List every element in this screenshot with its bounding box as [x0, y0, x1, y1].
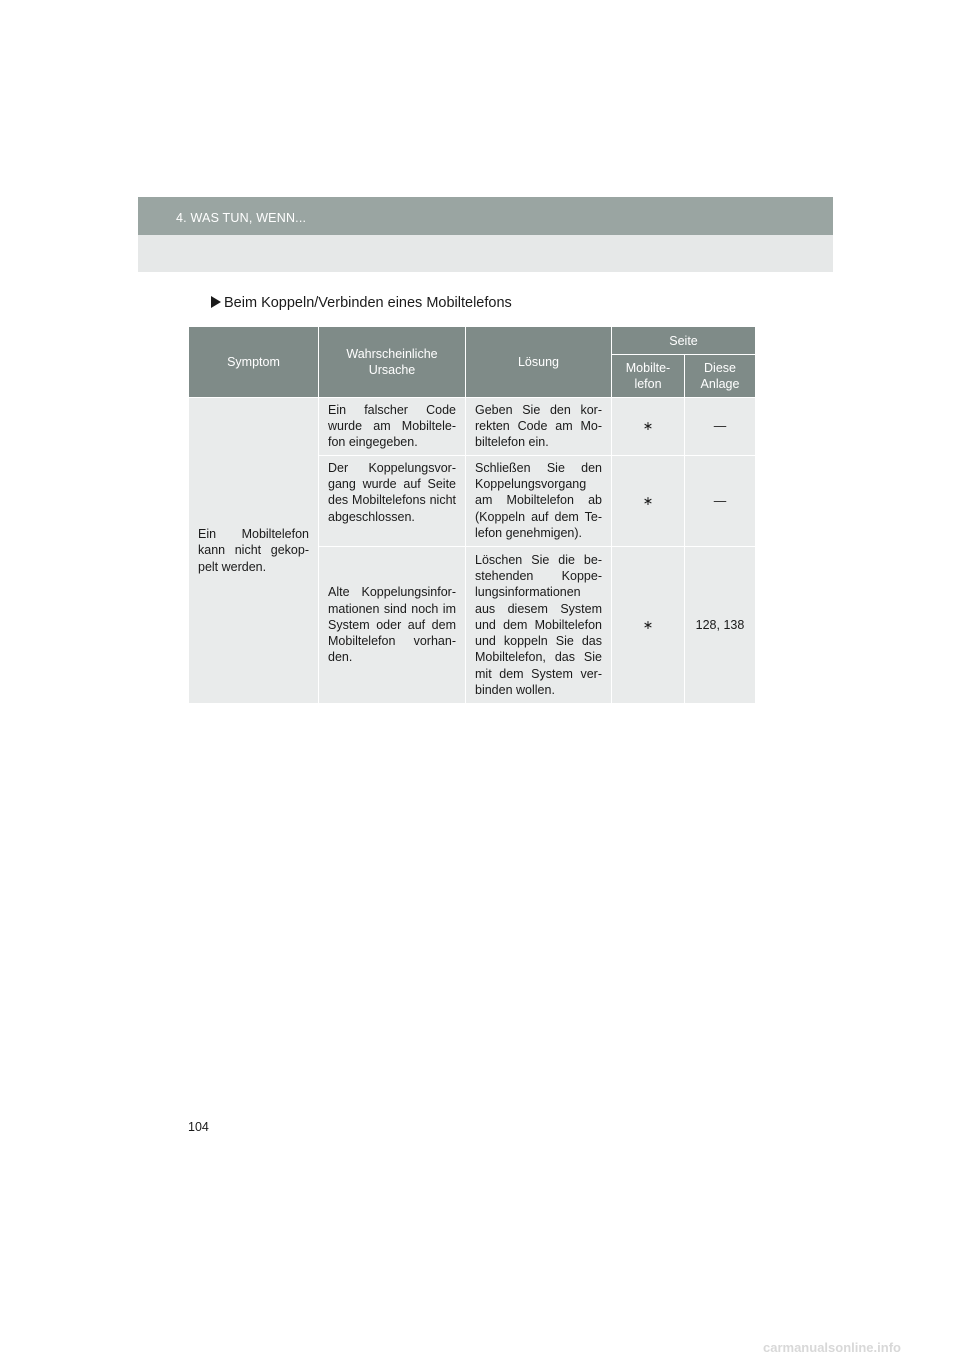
- page-system-cell: —: [685, 398, 756, 456]
- chapter-header-subband: [138, 235, 833, 272]
- section-title: 4. WAS TUN, WENN...: [176, 211, 307, 225]
- triangle-bullet-icon: [211, 296, 221, 308]
- page-number: 104: [188, 1120, 209, 1134]
- cause-cell: Ein falscher Code wurde am Mobiltele-fon eingegeben.: [319, 398, 466, 456]
- header-symptom: Symptom: [189, 327, 319, 398]
- table-row: [189, 398, 756, 456]
- subheading: [211, 295, 512, 311]
- symptom-cell: Ein Mobiltelefon kann nicht gekop-pelt werden.: [189, 398, 319, 704]
- cause-cell: Alte Koppelungsinfor-mationen sind noch im System oder auf dem Mobiltelefon vorhan-den.: [319, 547, 466, 704]
- header-page-system: Diese Anlage: [685, 355, 756, 398]
- solution-cell: Löschen Sie die be-stehenden Koppe-lungsinformationen aus diesem System und dem Mobiltelefon und koppeln Sie das Mobiltelefon, das Sie mit dem System ver-binden wollen.: [466, 547, 612, 704]
- cause-cell: Der Koppelungsvor-gang wurde auf Seite des Mobiltelefons nicht abgeschlossen.: [319, 456, 466, 547]
- header-cause: Wahrscheinliche Ursache: [319, 327, 466, 398]
- page-phone-cell: ∗: [612, 398, 685, 456]
- page-phone-cell: ∗: [612, 547, 685, 704]
- page-system-cell: —: [685, 456, 756, 547]
- page-system-cell: 128, 138: [685, 547, 756, 704]
- chapter-header: [138, 197, 833, 235]
- troubleshooting-table: [188, 326, 756, 704]
- header-page: Seite: [612, 327, 756, 355]
- watermark: carmanualsonline.info: [763, 1340, 901, 1355]
- header-page-phone: Mobilte-lefon: [612, 355, 685, 398]
- page-phone-cell: ∗: [612, 456, 685, 547]
- header-solution: Lösung: [466, 327, 612, 398]
- subheading-text: Beim Koppeln/Verbinden eines Mobiltelefons: [224, 295, 512, 311]
- solution-cell: Schließen Sie den Koppelungsvorgang am Mobiltelefon ab (Koppeln auf dem Te-lefon genehmigen).: [466, 456, 612, 547]
- solution-cell: Geben Sie den kor-rekten Code am Mo-biltelefon ein.: [466, 398, 612, 456]
